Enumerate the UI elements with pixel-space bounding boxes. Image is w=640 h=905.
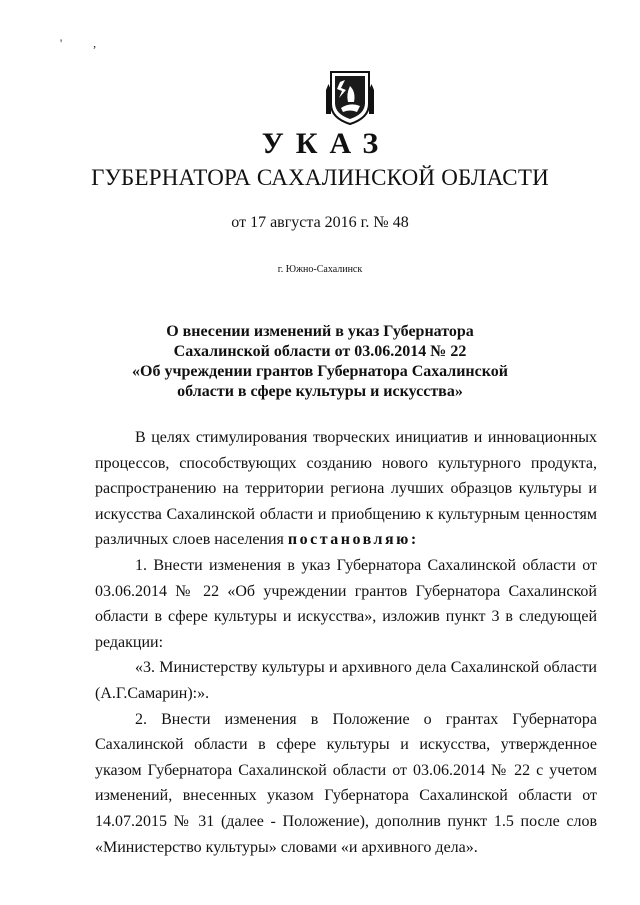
body-paragraph: «3. Министерству культуры и архивного дела Сахалинской области (А.Г.Самарин):». bbox=[95, 659, 597, 702]
scan-marks: ' , bbox=[60, 36, 111, 50]
document-title: УКАЗ bbox=[261, 127, 391, 160]
heading-line: «Об учреждении грантов Губернатора Сахалинской bbox=[132, 363, 508, 380]
heading-line: Сахалинской области от 03.06.2014 № 22 bbox=[173, 343, 467, 360]
document-date-number: от 17 августа 2016 г. № 48 bbox=[231, 214, 409, 231]
document-city: г. Южно-Сахалинск bbox=[277, 264, 363, 275]
body-paragraph: 2. Внести изменения в Положение о грантах Губернатора Сахалинской области в сфере культуры и искусства, утвержденное указом Губернатора Сахалинской области от 03.06.2014 № 22 с учетом изменений, внесенных указом Губернатора Сахалинской области от 14.07.2015 № 31 (далее - Положение), дополнив пункт 1.5 после слов «Министерство культуры» словами «и архивного дела». bbox=[95, 710, 597, 856]
heading-line: О внесении изменений в указ Губернатора bbox=[166, 323, 474, 340]
preamble-paragraph bbox=[95, 425, 597, 553]
document-heading bbox=[100, 322, 540, 402]
preamble-text: В целях стимулирования творческих инициатив и инновационных процессов, способствующих созданию нового культурного продукта, распространению на территории региона лучших образцов культуры и искусства Сахалинской области и приобщению к культурным ценностям различных слоев населения bbox=[95, 429, 597, 549]
coat-of-arms-icon bbox=[324, 68, 376, 126]
document-body bbox=[95, 425, 597, 860]
body-paragraph: 1. Внести изменения в указ Губернатора Сахалинской области от 03.06.2014 № 22 «Об учреждении грантов Губернатора Сахалинской области в сфере культуры и искусства», изложив пункт 3 в следующей редакции: bbox=[95, 556, 597, 651]
preamble-keyword: постановляю: bbox=[287, 531, 419, 549]
document-issuer: ГУБЕРНАТОРА САХАЛИНСКОЙ ОБЛАСТИ bbox=[91, 165, 549, 190]
heading-line: области в сфере культуры и искусства» bbox=[177, 383, 463, 400]
